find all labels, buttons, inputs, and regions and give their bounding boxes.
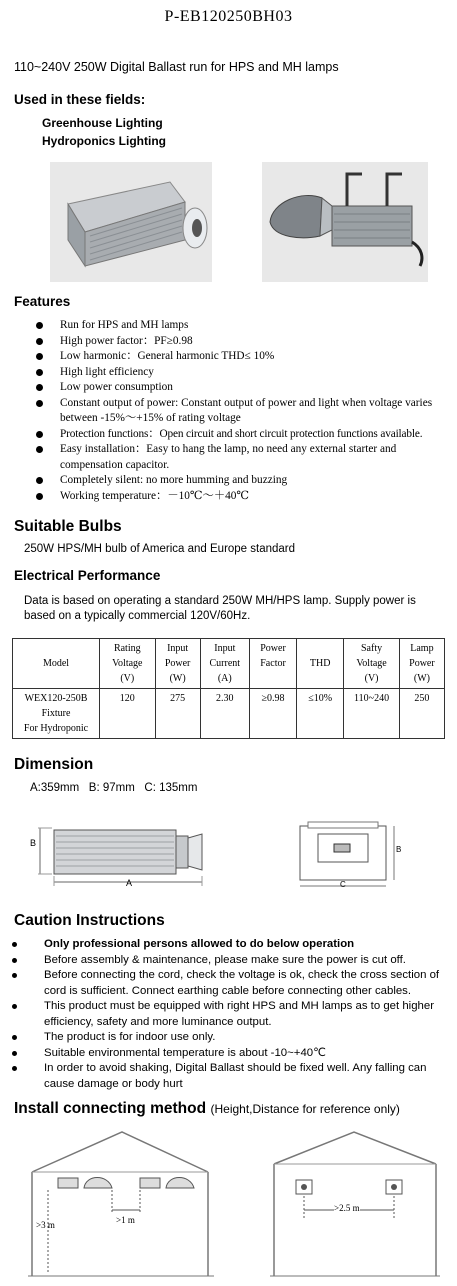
bullet-icon	[36, 431, 43, 438]
bullet-icon	[36, 446, 43, 453]
cell-input-current: 2.30	[200, 689, 249, 739]
table-row	[13, 689, 445, 739]
dimension-text: A:359mm B: 97mm C: 135mm	[30, 782, 198, 794]
field-item: Hydroponics Lighting	[42, 134, 166, 148]
install-diagram-side	[28, 1128, 214, 1278]
cell-rating-voltage: 120	[100, 689, 156, 739]
fixture-image	[262, 162, 428, 282]
header-input-power: Input Power (W)	[155, 639, 200, 689]
feature-item: Low harmonic：General harmonic THD≤ 10%	[0, 349, 457, 365]
feature-item: Working temperature：－10℃～＋40℃	[0, 489, 457, 505]
caution-item: The product is for indoor use only.	[0, 1030, 457, 1046]
bullet-icon	[36, 384, 43, 391]
cell-input-power: 275	[155, 689, 200, 739]
install-label-height: >3 m	[36, 1220, 55, 1230]
feature-item: Completely silent: no more humming and buzzing	[0, 473, 457, 489]
bullet-icon	[36, 493, 43, 500]
dimension-side-view	[22, 818, 222, 894]
dim-label-a: A	[126, 878, 133, 888]
bullet-icon	[12, 973, 17, 978]
feature-item: Run for HPS and MH lamps	[0, 318, 457, 334]
cell-lamp-power: 250	[399, 689, 444, 739]
caution-item: Suitable environmental temperature is about -10~+40℃	[0, 1046, 457, 1062]
bulbs-heading: Suitable Bulbs	[14, 518, 122, 535]
dimension-heading: Dimension	[14, 756, 94, 773]
bullet-icon	[36, 338, 43, 345]
install-note: (Height,Distance for reference only)	[210, 1102, 400, 1116]
ballast-image	[50, 162, 212, 282]
table-header-row	[13, 639, 445, 689]
caution-item: Before connecting the cord, check the voltage is ok, check the cross section of cord is sufficient. Connect earthing cable before connecting other cables.	[0, 968, 457, 999]
header-model: Model	[13, 639, 100, 689]
caution-item: Only professional persons allowed to do below operation	[0, 937, 457, 953]
caution-item: Before assembly & maintenance, please make sure the power is cut off.	[0, 953, 457, 969]
header-rating-voltage: Rating Voltage (V)	[100, 639, 156, 689]
performance-table	[12, 638, 445, 739]
bullet-icon	[12, 1051, 17, 1056]
install-label-gap1: >1 m	[116, 1215, 135, 1225]
electrical-text: Data is based on operating a standard 250W MH/HPS lamp. Supply power is based on a typically commercial 120V/60Hz.	[24, 595, 416, 622]
feature-item: High power factor：PF≥0.98	[0, 334, 457, 350]
cell-power-factor: ≥0.98	[249, 689, 296, 739]
install-heading: Install connecting method	[14, 1100, 207, 1117]
bullet-icon	[12, 1066, 17, 1071]
bullet-icon	[36, 477, 43, 484]
fields-heading: Used in these fields:	[14, 92, 146, 107]
dim-label-c: C	[340, 880, 346, 889]
header-power-factor: Power Factor	[249, 639, 296, 689]
dim-label-b-front: B	[396, 845, 402, 854]
header-input-current: Input Current (A)	[200, 639, 249, 689]
caution-item: This product must be equipped with right HPS and MH lamps as to get higher efficiency, safety and more luminance output.	[0, 999, 457, 1030]
dimension-front-view	[296, 818, 406, 894]
caution-list	[0, 937, 457, 1092]
features-heading: Features	[14, 294, 71, 309]
feature-item: Easy installation：Easy to hang the lamp, no need any external starter and compensation capacitor.	[0, 442, 457, 473]
product-photo-ballast	[50, 162, 212, 282]
fields-list	[42, 114, 166, 150]
bullet-icon	[12, 1004, 17, 1009]
bullet-icon	[36, 400, 43, 407]
header-safty-voltage: Safty Voltage (V)	[344, 639, 400, 689]
feature-item: Constant output of power: Constant output of power and light when voltage varies between -15%～+15% of rating voltage	[0, 396, 457, 427]
caution-heading: Caution Instructions	[14, 912, 165, 929]
caution-item: In order to avoid shaking, Digital Ballast should be fixed well. Any falling can cause damage or body hurt	[0, 1061, 457, 1092]
features-list	[0, 318, 457, 504]
dim-label-b: B	[30, 838, 37, 848]
header-lamp-power: Lamp Power (W)	[399, 639, 444, 689]
document-code: P-EB120250BH03	[164, 8, 293, 25]
bullet-icon	[12, 1035, 17, 1040]
header-thd: THD	[297, 639, 344, 689]
bullet-icon	[36, 353, 43, 360]
product-subtitle: 110~240V 250W Digital Ballast run for HPS and MH lamps	[14, 60, 339, 74]
feature-item: Low power consumption	[0, 380, 457, 396]
product-photo-fixture	[262, 162, 428, 282]
feature-item: High light efficiency	[0, 365, 457, 381]
bullet-icon	[12, 942, 17, 947]
cell-model: WEX120-250B Fixture For Hydroponic	[13, 689, 100, 739]
install-label-gap2: >2.5 m	[334, 1203, 360, 1213]
install-heading-line	[14, 1100, 400, 1118]
cell-thd: ≤10%	[297, 689, 344, 739]
bullet-icon	[36, 322, 43, 329]
bulbs-text: 250W HPS/MH bulb of America and Europe standard	[24, 543, 296, 555]
bullet-icon	[36, 369, 43, 376]
field-item: Greenhouse Lighting	[42, 116, 163, 130]
feature-item: Protection functions：Open circuit and short circuit protection functions available.	[0, 427, 457, 443]
electrical-heading: Electrical Performance	[14, 568, 161, 583]
bullet-icon	[12, 958, 17, 963]
cell-safty-voltage: 110~240	[344, 689, 400, 739]
